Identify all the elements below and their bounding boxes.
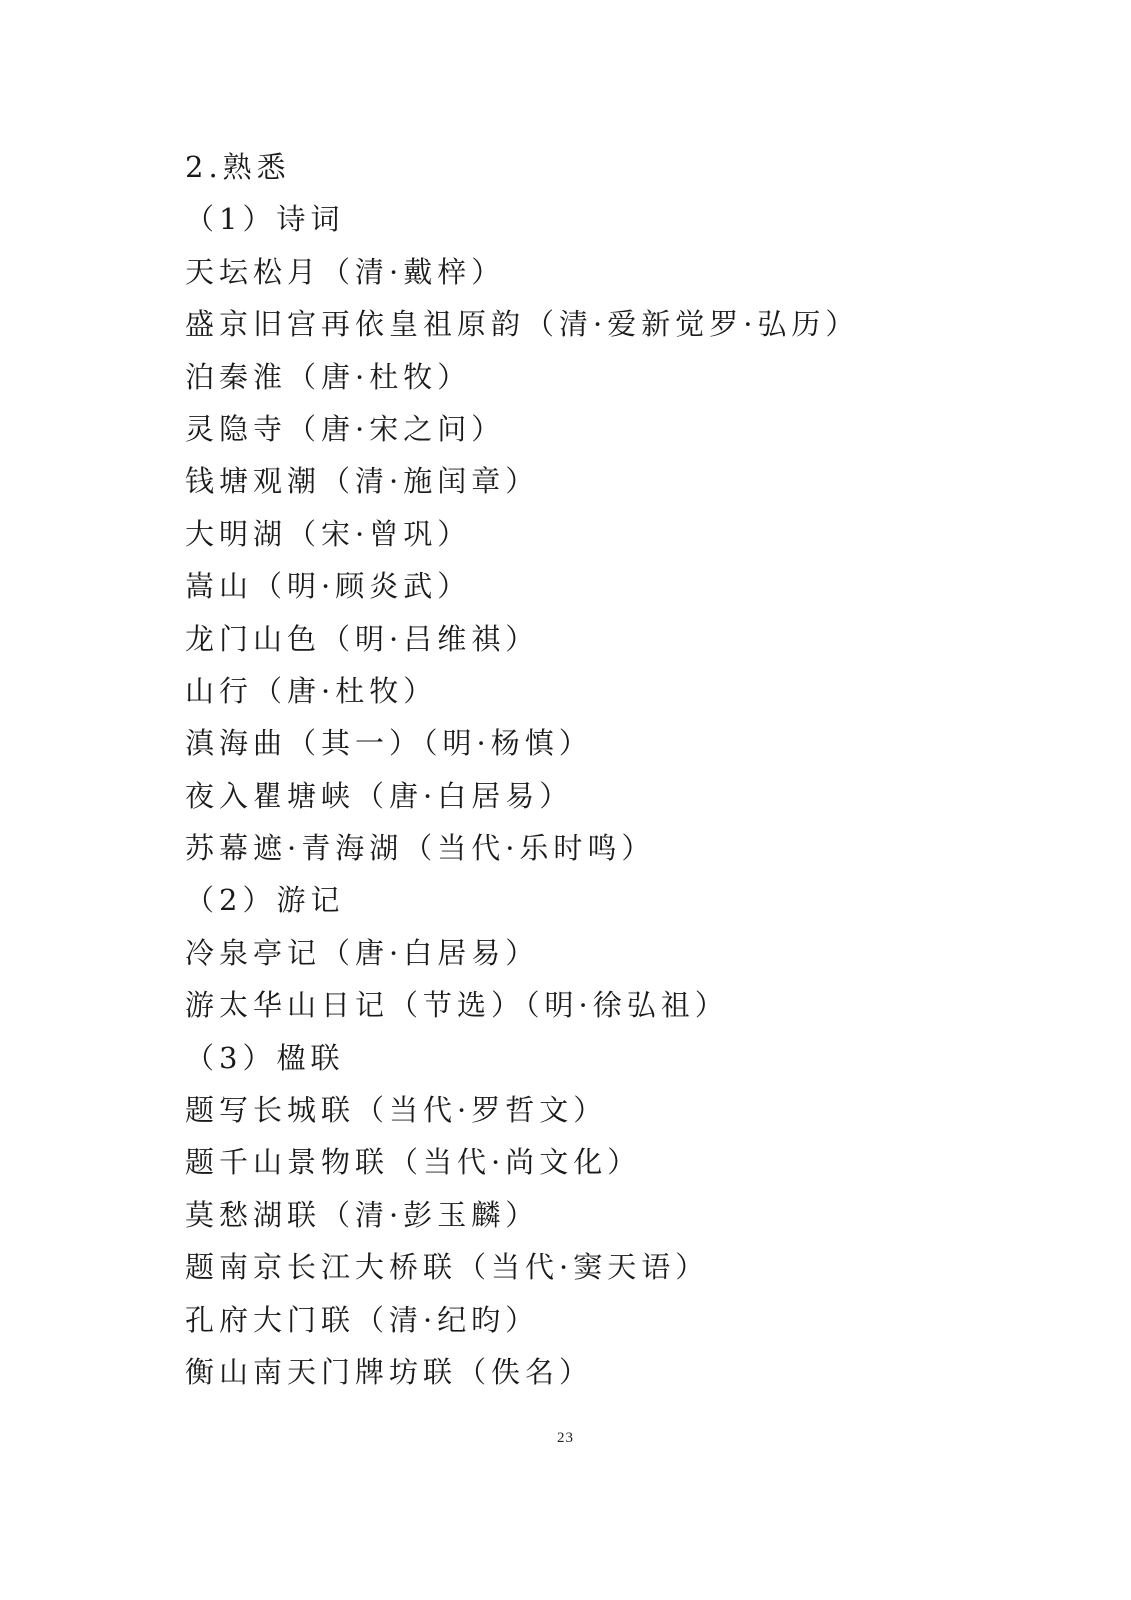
list-item: 题写长城联（当代·罗哲文） (185, 1093, 608, 1128)
list-item: 滇海曲（其一）（明·杨慎） (185, 726, 593, 761)
list-item: 泊秦淮（唐·杜牧） (185, 359, 472, 394)
list-item: 大明湖（宋·曾巩） (185, 516, 472, 551)
list-item: 嵩山（明·顾炎武） (185, 569, 472, 604)
page-content (185, 141, 1065, 1398)
list-item: 天坛松月（清·戴梓） (185, 254, 506, 289)
list-item: 灵隐寺（唐·宋之问） (185, 411, 506, 446)
list-item: 夜入瞿塘峡（唐·白居易） (185, 778, 574, 813)
list-item: 盛京旧宫再依皇祖原韵（清·爱新觉罗·弘历） (185, 307, 860, 342)
group-heading-travelogues: （2）游记 (185, 883, 345, 918)
list-item: 题千山景物联（当代·尚文化） (185, 1145, 642, 1180)
list-item: 游太华山日记（节选）（明·徐弘祖） (185, 988, 729, 1023)
group-heading-poems: （1）诗词 (185, 202, 345, 237)
section-heading: 2.熟悉 (185, 150, 291, 184)
page-number: 23 (557, 1430, 574, 1446)
list-item: 冷泉亭记（唐·白居易） (185, 935, 540, 970)
list-item: 钱塘观潮（清·施闰章） (185, 464, 540, 499)
list-item: 题南京长江大桥联（当代·窦天语） (185, 1250, 710, 1285)
list-item: 龙门山色（明·吕维祺） (185, 621, 540, 656)
group-heading-couplets: （3）楹联 (185, 1040, 345, 1075)
list-item: 孔府大门联（清·纪昀） (185, 1302, 540, 1337)
list-item: 苏幕遮·青海湖（当代·乐时鸣） (185, 831, 656, 866)
list-item: 衡山南天门牌坊联（佚名） (185, 1354, 594, 1389)
list-item: 莫愁湖联（清·彭玉麟） (185, 1197, 540, 1232)
list-item: 山行（唐·杜牧） (185, 673, 438, 708)
